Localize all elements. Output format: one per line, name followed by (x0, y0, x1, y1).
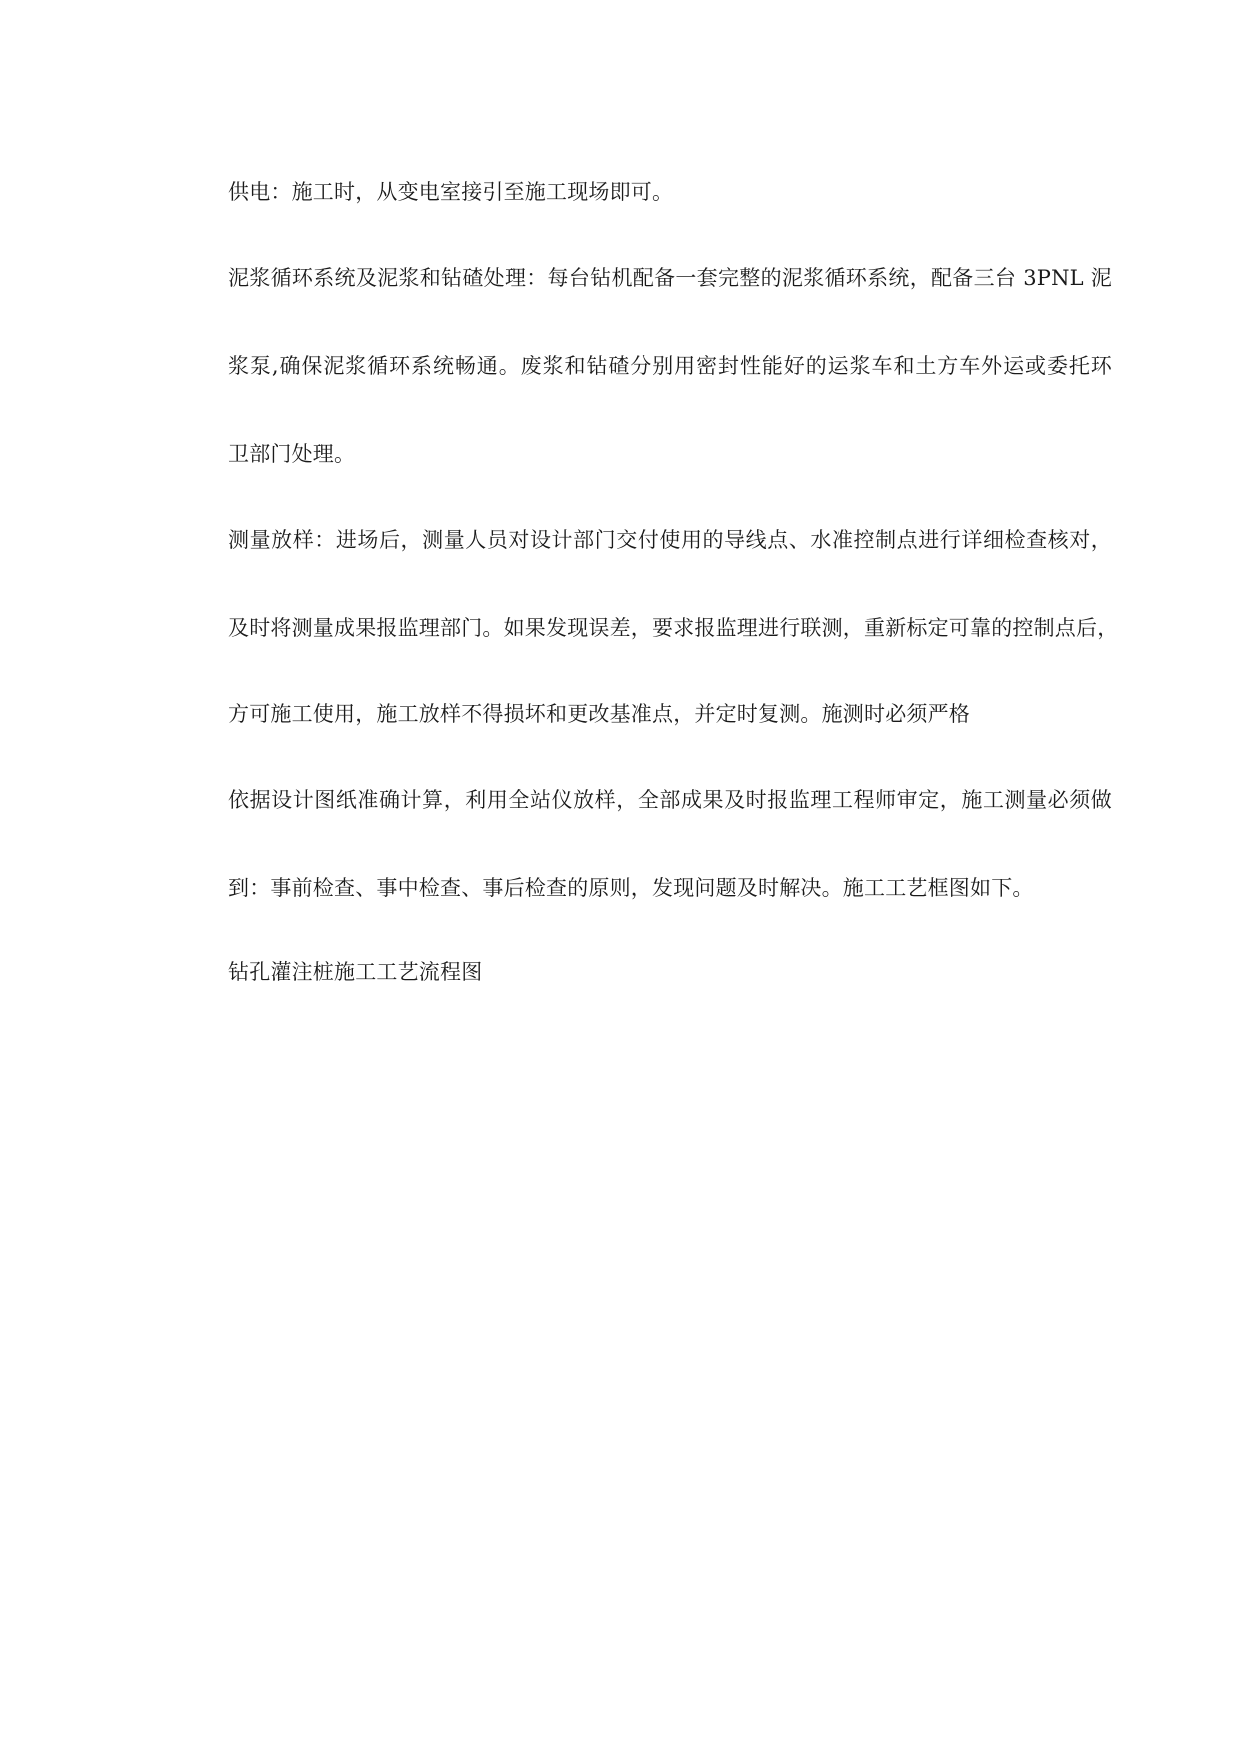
paragraph-mud-line-3: 卫部门处理。 (228, 442, 356, 466)
paragraph-power-supply: 供电：施工时，从变电室接引至施工现场即可。 (228, 180, 674, 204)
paragraph-survey-line-2: 及时将测量成果报监理部门。如果发现误差，要求报监理进行联测，重新标定可靠的控制点后， (228, 616, 1119, 640)
paragraph-mud-line-1: 泥浆循环系统及泥浆和钻碴处理：每台钻机配备一套完整的泥浆循环系统，配备三台 3PNL 泥 (228, 266, 1112, 290)
paragraph-mud-line-2: 浆泵,确保泥浆循环系统畅通。废浆和钻碴分别用密封性能好的运浆车和土方车外运或委托环 (228, 354, 1112, 378)
paragraph-survey-line-1: 测量放样：进场后，测量人员对设计部门交付使用的导线点、水准控制点进行详细检查核对， (228, 528, 1112, 552)
paragraph-survey-line-5: 到：事前检查、事中检查、事后检查的原则，发现问题及时解决。施工工艺框图如下。 (228, 876, 1034, 900)
paragraph-survey-line-4: 依据设计图纸准确计算，利用全站仪放样，全部成果及时报监理工程师审定，施工测量必须做 (228, 788, 1112, 812)
paragraph-survey-line-3: 方可施工使用，施工放样不得损坏和更改基准点，并定时复测。施测时必须严格 (228, 702, 970, 726)
figure-caption: 钻孔灌注桩施工工艺流程图 (228, 960, 483, 984)
